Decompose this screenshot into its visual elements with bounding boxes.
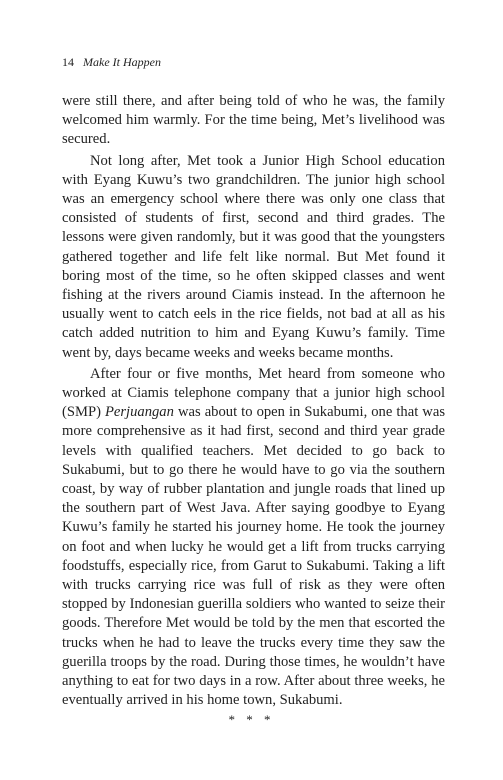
paragraph-journey-home bbox=[62, 365, 445, 711]
paragraph-text-start: After four or five months, Met heard from someone who worked at Ciamis telephone company that a junior high school (SMP) bbox=[62, 365, 445, 421]
running-head bbox=[62, 55, 161, 69]
paragraph-text-end: was about to open in Sukabumi, one that was more comprehensive as it had first, second and third year grade levels with qualified teachers. Met decided to go back to Sukabumi, but to go there he would have to go via the southern coast, by way of rubber plantation and jungle roads that lined up the southern part of West Java. After saying goodbye to Eyang Kuwu’s family he started his journey home. He took the journey on foot and when lucky he would get a lift from trucks carrying foodstuffs, especially rice, from Garut to Sukabumi. Taking a lift with trucks carrying rice was full of risk as they were often stopped by Indonesian guerilla soldiers who wanted to seize their goods. Therefore Met would be told by the men that escorted the trucks when he had to leave the trucks every time they saw the guerilla troops by the road. During those times, he wouldn’t have anything to eat for two days in a row. After about three weeks, he eventually arrived in his home town, Sukabumi. bbox=[62, 404, 446, 709]
body-text bbox=[62, 92, 445, 711]
italic-term-perjuangan: Perjuangan bbox=[104, 404, 174, 421]
section-break: * * * bbox=[228, 712, 275, 727]
page-number: 14 bbox=[62, 55, 74, 69]
book-title: Make It Happen bbox=[83, 55, 161, 69]
paragraph-continued: were still there, and after being told of who he was, the family welcomed him warmly. For the time being, Met’s livelihood was secured. bbox=[62, 93, 445, 148]
paragraph-junior-high-school: Not long after, Met took a Junior High School education with Eyang Kuwu’s two grandchildren. The junior high school was an emergency school where there was only one class that consisted of students of first, second and third grades. The lessons were given randomly, but it was good that the youngsters gathered together and life felt like normal. But Met found it boring most of the time, so he often skipped classes and went fishing at the rivers around Ciamis instead. In the afternoon he usually went to catch eels in the rice fields, not bad at all as his catch added nutrition to him and Eyang Kuwu’s family. Time went by, days became weeks and weeks became months. bbox=[62, 152, 445, 361]
